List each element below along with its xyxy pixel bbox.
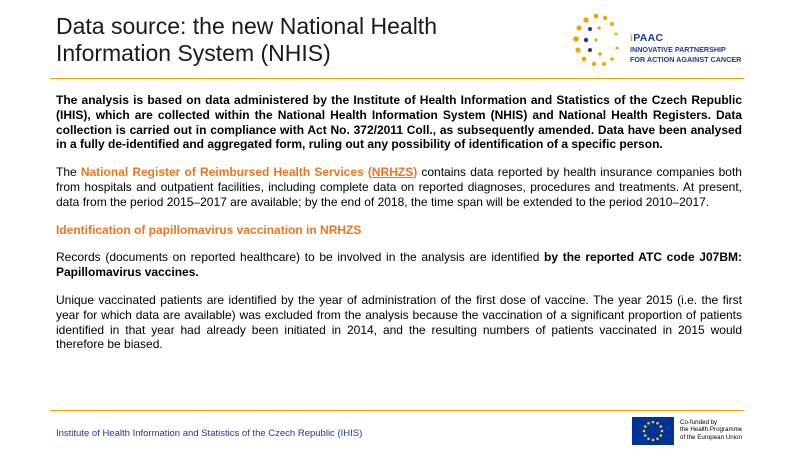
eu-flag-icon [632,417,674,445]
patients-paragraph: Unique vaccinated patients are identified by the year of administration of the first dose of vaccine. The year 2015 (i.e. the first year for which data are available) was excluded from the analysis because the vaccination of a significant proportion of patients identified in that year had already been initiated in 2014, and the resulting numbers of patients vaccinated in 2015 would therefore be biased. [56,292,742,352]
ipaac-tagline: INNOVATIVE PARTNERSHIP FOR ACTION AGAINST CANCER [630,45,742,64]
main-content [56,93,742,352]
ipaac-logo [572,12,772,78]
header-divider [50,78,744,79]
records-paragraph: Records (documents on reported healthcare) to be involved in the analysis are identified by the reported ATC code J07BM: Papillomavirus vaccines. [56,250,742,280]
page-title: Data source: the new National Health Information System (NHIS) [56,13,437,66]
section-heading: Identification of papillomavirus vaccination in NRHZS [56,222,362,237]
footer-institute: Institute of Health Information and Statistics of the Czech Republic (IHIS) [56,428,363,439]
nrhzs-link[interactable]: NRHZS [371,165,414,180]
footer-divider [50,410,744,411]
eu-cofunding-text: Co-funded by the Health Programme of the European Union [680,419,743,441]
ipaac-brand: iPAAC [630,32,664,44]
register-paragraph: The National Register of Reimbursed Health Services (NRHZS) contains data reported by health insurance companies both from hospitals and outpatient facilities, including complete data on reported diagnoses, procedures and treatments. At present, data from the period 2015–2017 are available; by the end of 2018, the time span will be extended to the period 2010–2017. [56,165,742,209]
ipaac-dots-icon [572,12,628,72]
intro-paragraph: The analysis is based on data administered by the Institute of Health Information and Statistics of the Czech Republic (IHIS), which are collected within the National Health Information System (NHIS) and National Health Registers. Data collection is carried out in compliance with Act No. 372/2011 Coll., as subsequently amended. Data have been analysed in a fully de-identified and aggregated form, ruling out any possibility of identification of a specific person. [56,93,742,152]
